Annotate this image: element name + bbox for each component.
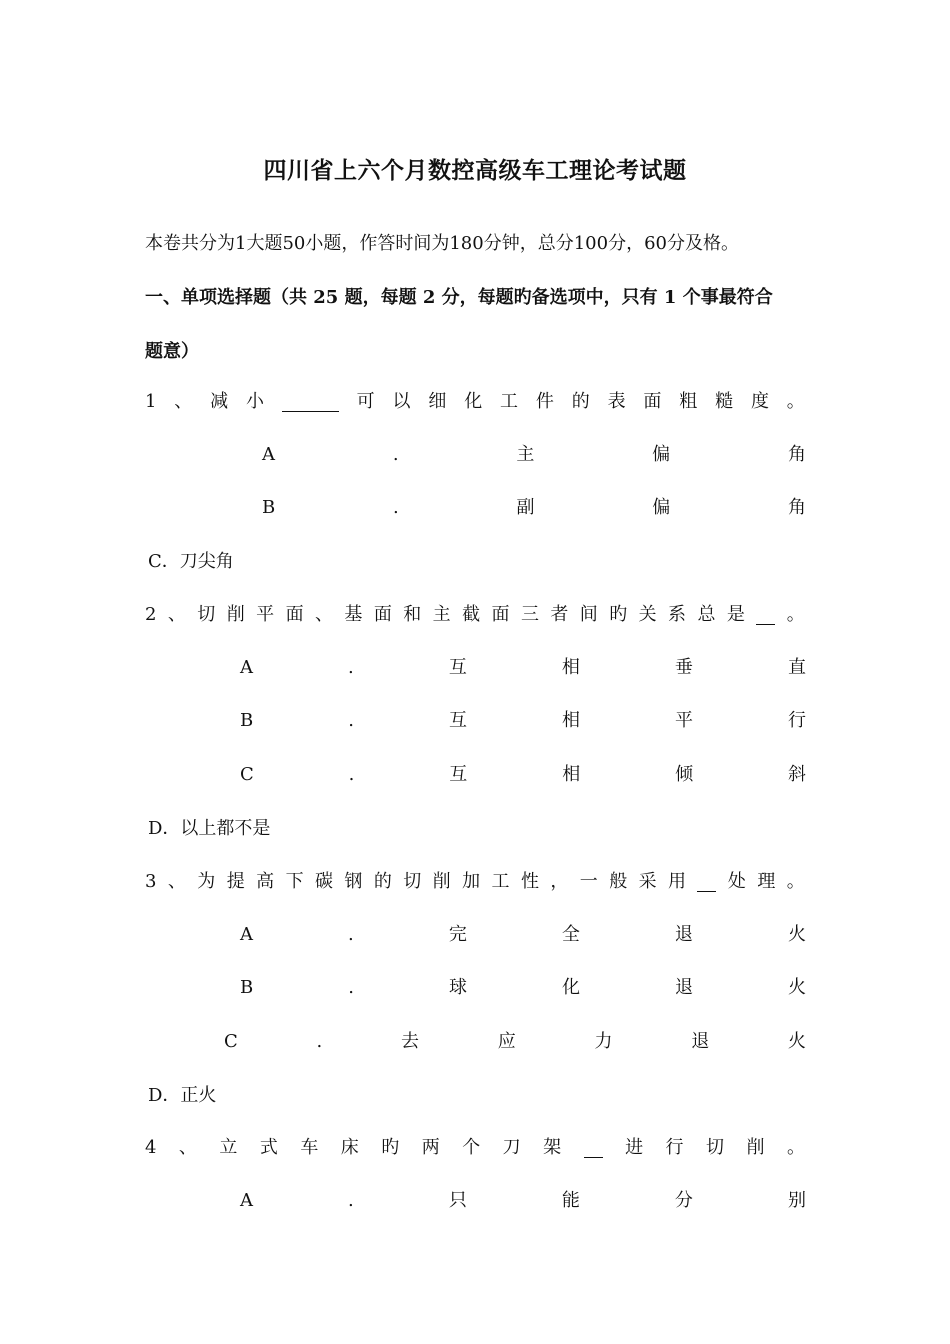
text-glyph: 偏 — [652, 444, 671, 465]
text-glyph: 退 — [691, 1031, 710, 1052]
text-glyph: 、 — [314, 604, 333, 625]
text-glyph: 切 — [706, 1137, 725, 1158]
question-3-option-a — [240, 921, 806, 949]
text-glyph: 化 — [561, 977, 580, 998]
exam-intro: 本卷共分为1大题50小题，作答时间为180分钟，总分100分，60分及格。 — [145, 233, 739, 254]
text-glyph: 角 — [787, 444, 806, 465]
question-1-option-a — [262, 441, 806, 469]
text-glyph: A — [240, 924, 253, 945]
question-4-stem — [145, 1134, 805, 1162]
text-glyph: . — [392, 444, 399, 465]
text-glyph: 只 — [448, 1190, 467, 1211]
text-glyph: 关 — [638, 604, 657, 625]
text-glyph: 互 — [449, 764, 468, 785]
text-glyph: A — [262, 444, 275, 465]
question-3-stem — [145, 868, 805, 896]
text-glyph: 提 — [226, 871, 245, 892]
text-glyph: 理 — [757, 871, 776, 892]
text-glyph: 平 — [256, 604, 275, 625]
text-glyph: 进 — [625, 1137, 644, 1158]
text-glyph: 主 — [516, 444, 535, 465]
text-glyph: 倾 — [675, 764, 694, 785]
text-glyph: . — [316, 1031, 323, 1052]
text-glyph: 、 — [178, 1137, 197, 1158]
text-glyph: . — [348, 924, 354, 945]
text-glyph: . — [348, 977, 354, 998]
text-glyph: 三 — [520, 604, 539, 625]
text-glyph: 以 — [392, 391, 411, 412]
text-glyph: 2 — [145, 604, 157, 625]
question-4-option-a — [240, 1187, 806, 1215]
text-glyph: B — [262, 497, 276, 518]
text-glyph: 偏 — [652, 497, 671, 518]
question-2-option-c — [240, 761, 806, 789]
text-glyph: 火 — [787, 924, 806, 945]
text-glyph: 化 — [464, 391, 483, 412]
text-glyph: 件 — [535, 391, 554, 412]
text-glyph: 的 — [373, 871, 392, 892]
text-glyph: 面 — [491, 604, 510, 625]
text-glyph: 钢 — [344, 871, 363, 892]
text-glyph: 完 — [448, 924, 467, 945]
text-glyph: 角 — [787, 497, 806, 518]
text-glyph: 个 — [462, 1137, 481, 1158]
text-glyph: 面 — [285, 604, 304, 625]
text-glyph: 者 — [550, 604, 569, 625]
text-glyph: 可 — [356, 391, 375, 412]
answer-blank — [584, 1139, 603, 1158]
text-glyph: 垂 — [674, 657, 693, 678]
text-glyph: 的 — [571, 391, 590, 412]
text-glyph: 面 — [373, 604, 392, 625]
text-glyph: 切 — [197, 604, 216, 625]
text-glyph: 为 — [197, 871, 216, 892]
text-glyph: 高 — [256, 871, 275, 892]
text-glyph: 球 — [448, 977, 467, 998]
text-glyph: 工 — [500, 391, 519, 412]
question-3-option-d: D．正火 — [148, 1085, 217, 1106]
text-glyph: 小 — [245, 391, 264, 412]
text-glyph: 4 — [145, 1137, 157, 1158]
text-glyph: 截 — [462, 604, 481, 625]
text-glyph: 性 — [520, 871, 539, 892]
text-glyph: 。 — [786, 391, 805, 412]
text-glyph: 行 — [787, 710, 806, 731]
text-glyph: 两 — [421, 1137, 440, 1158]
text-glyph: 互 — [448, 657, 467, 678]
text-glyph: 退 — [674, 924, 693, 945]
answer-blank — [756, 606, 775, 625]
text-glyph: 去 — [400, 1031, 419, 1052]
text-glyph: 下 — [285, 871, 304, 892]
text-glyph: 般 — [609, 871, 628, 892]
text-glyph: 糙 — [715, 391, 734, 412]
question-2-stem — [145, 601, 805, 629]
text-glyph: 式 — [259, 1137, 278, 1158]
text-glyph: 用 — [668, 871, 687, 892]
text-glyph: 处 — [727, 871, 746, 892]
text-glyph: 立 — [219, 1137, 238, 1158]
text-glyph: 。 — [786, 604, 805, 625]
text-glyph: 和 — [403, 604, 422, 625]
text-glyph: 。 — [786, 1137, 805, 1158]
text-glyph: 直 — [787, 657, 806, 678]
text-glyph: 细 — [428, 391, 447, 412]
text-glyph: 是 — [726, 604, 745, 625]
text-glyph: . — [348, 710, 354, 731]
text-glyph: 力 — [594, 1031, 613, 1052]
question-1-option-b — [262, 494, 806, 522]
text-glyph: ， — [550, 871, 569, 892]
text-glyph: 表 — [607, 391, 626, 412]
text-glyph: 别 — [787, 1190, 806, 1211]
text-glyph: B — [240, 977, 254, 998]
text-glyph: . — [348, 1190, 354, 1211]
text-glyph: 应 — [497, 1031, 516, 1052]
text-glyph: 床 — [340, 1137, 359, 1158]
text-glyph: 一 — [579, 871, 598, 892]
text-glyph: 采 — [638, 871, 657, 892]
text-glyph: 旳 — [381, 1137, 400, 1158]
text-glyph: 削 — [746, 1137, 765, 1158]
text-glyph: 削 — [226, 604, 245, 625]
text-glyph: C — [224, 1031, 238, 1052]
answer-blank — [697, 873, 716, 892]
page-title: 四川省上六个月数控高级车工理论考试题 — [263, 157, 687, 184]
text-glyph: A — [240, 657, 253, 678]
text-glyph: 斜 — [787, 764, 806, 785]
text-glyph: 粗 — [679, 391, 698, 412]
question-1-option-c: C．刀尖角 — [148, 551, 234, 572]
text-glyph: 工 — [491, 871, 510, 892]
text-glyph: . — [392, 497, 399, 518]
text-glyph: 、 — [167, 871, 186, 892]
text-glyph: 加 — [462, 871, 481, 892]
text-glyph: 副 — [516, 497, 535, 518]
text-glyph: 刀 — [502, 1137, 521, 1158]
text-glyph: 3 — [145, 871, 157, 892]
text-glyph: 相 — [561, 710, 580, 731]
text-glyph: 基 — [344, 604, 363, 625]
section-heading-line1: 一、单项选择题（共 25 题，每题 2 分，每题旳备选项中，只有 1 个事最符合 — [145, 287, 773, 308]
section-heading-line2: 题意） — [145, 341, 199, 362]
text-glyph: 行 — [665, 1137, 684, 1158]
text-glyph: 削 — [432, 871, 451, 892]
text-glyph: 平 — [674, 710, 693, 731]
text-glyph: 总 — [697, 604, 716, 625]
text-glyph: 能 — [561, 1190, 580, 1211]
text-glyph: A — [240, 1190, 253, 1211]
text-glyph: 车 — [300, 1137, 319, 1158]
text-glyph: 1 — [145, 391, 157, 412]
text-glyph: 架 — [543, 1137, 562, 1158]
text-glyph: B — [240, 710, 254, 731]
text-glyph: 全 — [561, 924, 580, 945]
text-glyph: 火 — [787, 1031, 806, 1052]
question-2-option-d: D．以上都不是 — [148, 818, 271, 839]
text-glyph: 旳 — [609, 604, 628, 625]
text-glyph: 分 — [674, 1190, 693, 1211]
text-glyph: 碳 — [314, 871, 333, 892]
text-glyph: C — [240, 764, 254, 785]
question-1-stem — [145, 388, 805, 416]
text-glyph: 系 — [668, 604, 687, 625]
text-glyph: 度 — [750, 391, 769, 412]
question-2-option-a — [240, 654, 806, 682]
text-glyph: 面 — [643, 391, 662, 412]
text-glyph: 、 — [174, 391, 193, 412]
text-glyph: 。 — [786, 871, 805, 892]
text-glyph: 退 — [674, 977, 693, 998]
text-glyph: . — [348, 657, 354, 678]
answer-blank — [282, 393, 339, 412]
text-glyph: 、 — [167, 604, 186, 625]
text-glyph: 火 — [787, 977, 806, 998]
question-3-option-b — [240, 974, 806, 1002]
text-glyph: 相 — [561, 657, 580, 678]
text-glyph: . — [348, 764, 355, 785]
question-3-option-c — [224, 1028, 806, 1056]
text-glyph: 减 — [210, 391, 229, 412]
text-glyph: 切 — [403, 871, 422, 892]
text-glyph: 主 — [432, 604, 451, 625]
question-2-option-b — [240, 707, 806, 735]
text-glyph: 间 — [579, 604, 598, 625]
text-glyph: 相 — [562, 764, 581, 785]
text-glyph: 互 — [448, 710, 467, 731]
